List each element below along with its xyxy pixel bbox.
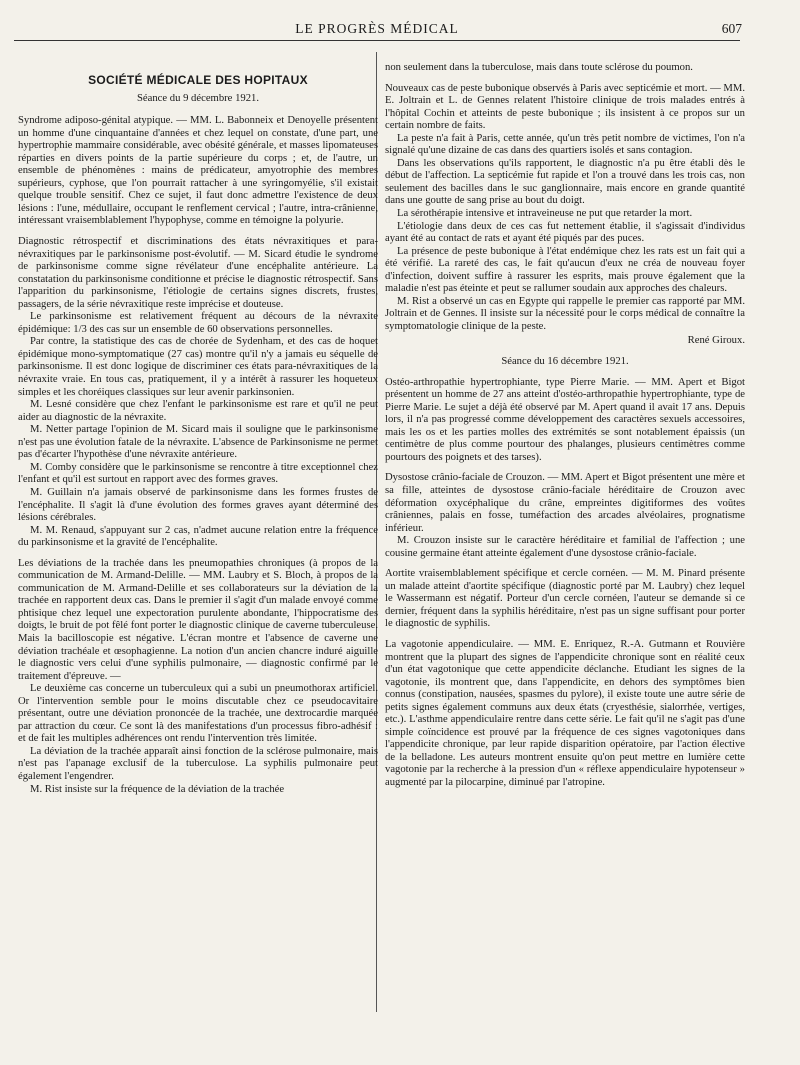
article-paragraph: M. Rist insiste sur la fréquence de la déviation de la trachée bbox=[30, 783, 285, 795]
article-paragraph: M. Rist a observé un cas en Egypte qui rappelle le premier cas rapporté par MM. Joltrain et de Gennes. Il insiste sur la nécessité pour le corps médical de connaître la symptomatologie clinique de la peste. bbox=[385, 295, 745, 332]
left-column bbox=[18, 62, 378, 796]
session-date: Séance du 9 décembre 1921. bbox=[136, 92, 260, 104]
author-signature: René Giroux. bbox=[687, 335, 745, 347]
article-paragraph: La vagotonie appendiculaire. — MM. E. Enriquez, R.-A. Gutmann et Rouvière montrent que la plupart des signes de l'appendicite chronique sont en réalité ceux d'un état vagotonique que cette appendicite déclanche. Etudiant les signes de la vagotonie, ils montrent que, dans l'appendicite, en dehors des symptômes bien connus (constipation, nausées, spasmes du pylore), il existe toute une autre série de petits signes également communs aux deux états (cryesthésie, sialorrhée, vertiges, etc.). L'asthme appendiculaire rentre dans cette série. Le fait qu'il ne s'agit pas d'une simple coïncidence est prouvé par la fréquence de ces signes vagotoniques dans l'appendicite chronique, par leur rapide disparition opératoire, par l'action élective de la belladone. Les auteurs montrent ensuite qu'on peut mettre en lumière cette vagotonie par la recherche à la pression d'un « réflexe appendiculaire hypotenseur » augmenté par la pilocarpine, diminué par l'atropine. bbox=[385, 638, 745, 788]
article-paragraph: M. Lesné considère que chez l'enfant le parkinsonisme est rare et qu'il ne peut aider au diagnostic de la névraxite. bbox=[18, 399, 378, 423]
article-paragraph: Les déviations de la trachée dans les pneumopathies chroniques (à propos de la communication de M. Armand-Delille. — MM. Laubry et S. Bloch, à propos de la communication de M. Armand-Delille et ses collaborateurs sur la déviation de la trachée en rapportent deux cas. Dans le premier il s'agit d'un malade envoyé comme phtisique chez lequel une expectoration purulente abondante, l'hippocratisme des doigts, le bruit de pot fêlé font porter le diagnostic clinique de caverne tuberculeuse. Mais la bacilloscopie est négative. L'écran montre et l'absence de caverne une déviation trachéale et œsophagienne. La notion d'un ancien chancre induré aiguille le diagnostic vers celui d'une syphilis pulmonaire, — diagnostic confirmé par le traitement d'épreuve. — bbox=[18, 557, 378, 682]
article-paragraph: M. Netter partage l'opinion de M. Sicard mais il souligne que le parkinsonisme n'est pas une évolution fatale de la névraxite. L'absence de Parkinsonisme ne permet pas d'écarter l'hypothèse d'une névraxite antérieure. bbox=[18, 424, 378, 461]
article-paragraph: Le parkinsonisme est relativement fréquent au décours de la névraxite épidémique: 1/3 des cas sur un ensemble de 60 observations personnelles. bbox=[18, 311, 378, 335]
society-title: SOCIÉTÉ MÉDICALE DES HOPITAUX bbox=[88, 73, 308, 87]
right-column bbox=[385, 62, 745, 790]
article-paragraph: Dans les observations qu'ils rapportent, le diagnostic n'a pu être établi dès le début de l'affection. La septicémie fut rapide et l'on a trouvé dans les trois cas, non seulement des bacilles dans le suc ganglionnaire, mais encore en grande quantité dans une goutte de sang prise au bout du doigt. bbox=[385, 157, 745, 207]
article-paragraph: non seulement dans la tuberculose, mais dans toute sclérose du poumon. bbox=[385, 62, 693, 73]
article-paragraph: La sérothérapie intensive et intraveineuse ne put que retarder la mort. bbox=[397, 208, 693, 220]
article-paragraph: Nouveaux cas de peste bubonique observés à Paris avec septicémie et mort. — MM. E. Joltrain et L. de Gennes relatent l'histoire clinique de trois malades entrés à l'hôpital Cochin et atteints de peste bubonique ; ils insistent à ce propos sur un certain nombre de faits. bbox=[385, 82, 745, 132]
article-paragraph: M. Crouzon insiste sur le caractère héréditaire et familial de l'affection ; une cousine germaine étant atteinte également d'une dysostose crânio-faciale. bbox=[385, 535, 745, 559]
article-paragraph: Par contre, la statistique des cas de chorée de Sydenham, et des cas de hoquet épidémique mono-symptomatique (27 cas) montre qu'il n'y a jamais eu séquelle de parkinsonisme. Il est donc logique de discriminer ces états para-névraxitiques de la névraxite vraie. En tous cas, pratiquement, il y a intérêt à rassurer les hoqueteux simples et les choréiques classiques sur leur avenir parkinsonien. bbox=[18, 336, 378, 398]
article-paragraph: Dysostose crânio-faciale de Crouzon. — MM. Apert et Bigot présentent une mère et sa fille, atteintes de dysostose crânio-faciale héréditaire de Crouzon avec déformation oxycéphalique du crâne, empreintes digitiformes des voûtes crâniennes, palais en fosse, tuméfaction des arcades alvéolaires, prognatisme inférieur. bbox=[385, 472, 745, 534]
article-paragraph: M. Comby considère que le parkinsonisme se rencontre à titre exceptionnel chez l'enfant et qu'il est surtout en rapport avec des formes graves. bbox=[18, 461, 378, 486]
article-paragraph: La présence de peste bubonique à l'état endémique chez les rats est un fait qui a été vérifié. La rareté des cas, le fait qu'aucun d'eux ne créa de nouveau foyer d'infection, doivent suffire à rassurer les esprits, mais prouve également que la maladie n'est pas éteinte et peut se rallumer soudain aux approches des chaleurs. bbox=[385, 245, 745, 295]
session-date: Séance du 16 décembre 1921. bbox=[501, 356, 629, 368]
article-paragraph: M. M. Renaud, s'appuyant sur 2 cas, n'admet aucune relation entre la fréquence du parkinsonisme et la gravité de l'encéphalite. bbox=[18, 524, 378, 549]
article-paragraph: La déviation de la trachée apparaît ainsi fonction de la sclérose pulmonaire, mais n'est pas l'apanage exclusif de la tuberculose. La syphilis pulmonaire peut également l'engendrer. bbox=[18, 745, 378, 782]
article-paragraph: Ostéo-arthropathie hypertrophiante, type Pierre Marie. — MM. Apert et Bigot présentent un homme de 27 ans atteint d'ostéo-arthropathie hypertrophiante, type de Pierre Marie. Le sujet a déjà été observé par M. Apert quand il avait 17 ans. Depuis lors, il n'a pas progressé comme développement des caractères sexuels accessoires, mais les os et les parties molles des extrémités se sont notablement épaissis (un centimètre de plus comme pourtour des phalanges, plusieurs centimètres comme pourtours des poignets et des tarses). bbox=[385, 376, 745, 463]
journal-title: LE PROGRÈS MÉDICAL bbox=[295, 21, 459, 36]
article-paragraph: L'étiologie dans deux de ces cas fut nettement établie, il s'agissait d'individus ayant été au contact de rats et ayant été piqués par des puces. bbox=[385, 220, 745, 245]
article-paragraph: M. Guillain n'a jamais observé de parkinsonisme dans les formes frustes de l'encéphalite. Il s'agit là d'une évolution des formes graves ayant déterminé des lésions cérébrales. bbox=[18, 486, 378, 524]
article-paragraph: La peste n'a fait à Paris, cette année, qu'un très petit nombre de victimes, l'on n'a signalé qu'une dizaine de cas dans des quartiers isolés et sans contagion. bbox=[385, 132, 745, 157]
article-paragraph: Le deuxième cas concerne un tuberculeux qui a subi un pneumothorax artificiel. Or l'intervention semble pour le moins discutable chez ce pseudocavitaire présentant, outre une déviation prononcée de la trachée, une dextrocardie marquée par attraction du cœur. Ce sont là des manifestations d'un processus fibro-adhésif : et de fait les multiples adhérences ont rendu l'intervention très limitée. bbox=[18, 683, 378, 745]
running-header bbox=[14, 20, 740, 41]
page-number: 607 bbox=[721, 21, 742, 36]
article-paragraph: Diagnostic rétrospectif et discriminations des états névraxitiques et para-névraxitiques par le parkinsonisme post-évolutif. — M. Sicard étudie le syndrome de parkinsonisme comme signe révélateur d'une encéphalite antérieure. La constatation du parkinsonisme conditionne et précise le diagnostic rétrospectif. Sans l'apparition du parkinsonisme, l'étiologie de certains signes discrets, frustes, passagers, de la série névraxitique reste imprécise et douteuse. bbox=[18, 236, 378, 310]
article-paragraph: Syndrome adiposo-génital atypique. — MM. L. Babonneix et Denoyelle présentent un homme d'une cinquantaine d'années et chez lequel on constate, d'une part, une hypertrophie mammaire considérable, avec obésité générale, et masses lipomateuses réparties en divers points de la partie supérieure du corps ; et, de l'autre, un ensemble de phénomènes : mains de prédicateur, amyotrophie des membres supérieurs, cyphose, que l'on pourrait rattacher à une syringomyélie, s'il existait quelque trouble sensitif. Chez ce sujet, il faut donc admettre l'existence de deux lésions : l'une, médullaire, occupant le renflement cervical ; l'autre, intra-crânienne, intéressant vraisemblablement l'hypophyse, comme en témoigne la polyurie. bbox=[18, 115, 378, 227]
article-paragraph: Aortite vraisemblablement spécifique et cercle cornéen. — M. M. Pinard présente un malade atteint d'aortite spécifique (diagnostic porté par M. Laubry) chez lequel le Wassermann est négatif. Porteur d'un cercle cornéen, l'auteur se demande si ce dernier, fréquent dans la syphilis héréditaire, n'est pas un signe suffisant pour porter le diagnostic de syphilis. bbox=[385, 568, 745, 630]
